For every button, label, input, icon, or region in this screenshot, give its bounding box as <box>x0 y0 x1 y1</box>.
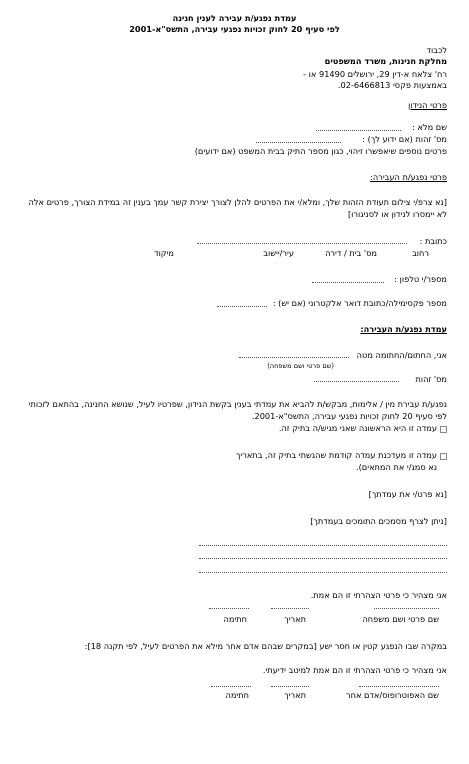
phone-field[interactable] <box>312 282 384 283</box>
guardian-name-line[interactable] <box>359 686 439 687</box>
address-zip: מיקוד <box>154 248 174 258</box>
subject-full-name-field[interactable] <box>316 130 401 131</box>
option2-checkbox[interactable] <box>440 453 447 460</box>
guardian-sign-line[interactable] <box>211 686 251 687</box>
guardian-name-caption: שם האפוטרופוס/אדם אחר <box>345 690 439 700</box>
position-text-line-1[interactable] <box>199 545 447 546</box>
declaration: אני מצהיר כי פרטי הצהרתי זו הם אמת. <box>310 590 447 600</box>
position-text-line-3[interactable] <box>199 572 447 573</box>
subject-details: פרטים נוספים שיאפשרו זיהוי, כגון מספר התיק בבית המשפט (אם ידועים) <box>194 146 447 156</box>
signature-caption: חתימה <box>223 614 247 624</box>
address-street: רחוב <box>412 248 429 258</box>
subject-full-name-label: שם מלא : <box>412 122 447 132</box>
recipient-fax: באמצעות פקסי 02-6466813. <box>337 80 447 90</box>
fax-email-label: מספר פקסימילה/כתובת דואר אלקטרוני (אם יש) : <box>272 298 447 308</box>
victim-note: [נא צרפ/י צילום תעודת הזהות שלך, ומלא/י את הפרטים להלן לצורך יצירת קשר עמך בענין זה במידת הצורך, פרטים אלה לא יימסרו לנידון או לסניגורו] <box>28 197 447 219</box>
option2-label: עמדה זו מעדכנת עמדה קודמת שהגשתי בתיק זה, בתאריך <box>235 450 437 460</box>
declaration-2: אני מצהיר כי פרטי הצהרתי זו הם אמת למיטב ידיעתי. <box>262 665 447 675</box>
position-header: עמדת נפגע/ת העבירה: <box>360 324 447 334</box>
fax-email-field[interactable] <box>217 306 267 307</box>
recipient-address: רח' צלאח א-דין 29, ירושלים 91490 או - <box>303 69 447 79</box>
form-title-line1: עמדת נפגע/ת עבירה לענין חנינה <box>172 13 297 23</box>
subject-id-field[interactable] <box>256 142 341 143</box>
recipient-dept: מחלקת חנינות, משרד המשפטים <box>324 56 447 66</box>
attach-prompt: [ניתן לצרף מסמכים התומכים בעמדתך] <box>310 516 447 526</box>
signer-id-label: מס' זהות <box>415 374 447 384</box>
address-field[interactable] <box>197 243 407 244</box>
signer-id-field[interactable] <box>314 381 399 382</box>
guardian-date-line[interactable] <box>271 686 309 687</box>
sign-signature-line[interactable] <box>209 608 249 609</box>
name-signature-line[interactable] <box>374 608 439 609</box>
minor-note: במקרה שבו הנפגע קטין או חסר ישע [במקרים שבהם אדם אחר מילא את הפרטים לעיל, לפי תקנה 18]: <box>84 641 447 651</box>
guardian-date-caption: תאריך <box>284 690 306 700</box>
victim-header: פרטי נפגע/ת העבירה: <box>370 172 447 182</box>
guardian-signature-caption: חתימה <box>225 690 249 700</box>
option1-checkbox[interactable] <box>440 426 447 433</box>
option2-more: נא סמנ/י את המתאים). <box>356 462 437 472</box>
signer-name-field[interactable] <box>239 357 349 358</box>
form-title-line2: לפי סעיף 20 לחוק זכויות נפגעי עבירה, התשס"א-2001 <box>129 24 340 34</box>
name-caption: שם פרטי ושם משפחה <box>362 614 439 624</box>
option1-label: עמדה זו היא הראשונה שאני מגיש/ה בתיק זה. <box>278 423 437 433</box>
position-statement: נפגע/ת עבירת מין / אלימות, מבקש/ת להביא את עמדתי בענין בקשת הנידון, שפרטיו לעיל, שנושא החנינה, בהתאם לזכותי לפי סעיף 20 לחוק זכויות נפגעי עבירה, התשס"א-2001. <box>28 399 447 421</box>
subject-header: פרטי הנידון <box>408 100 447 110</box>
address-city: עיר/יישוב <box>263 248 294 258</box>
recipient-to: לכבוד <box>426 45 447 55</box>
phone-label: מספר/י טלפון : <box>394 274 447 284</box>
date-signature-line[interactable] <box>271 608 309 609</box>
position-text-line-2[interactable] <box>199 558 447 559</box>
date-caption: תאריך <box>284 614 306 624</box>
address-house: מס' בית / דירה <box>325 248 377 258</box>
signer-name-hint: (שם פרטי ושם משפחה) <box>267 362 334 370</box>
address-label: כתובת : <box>419 236 447 246</box>
subject-id-label: מס' זהות (אם ידוע לך) : <box>362 134 447 144</box>
detail-prompt: [נא פרט/י את עמדתך] <box>368 489 447 499</box>
signer-label: אני, החתום/החתומה מטה <box>356 350 447 360</box>
